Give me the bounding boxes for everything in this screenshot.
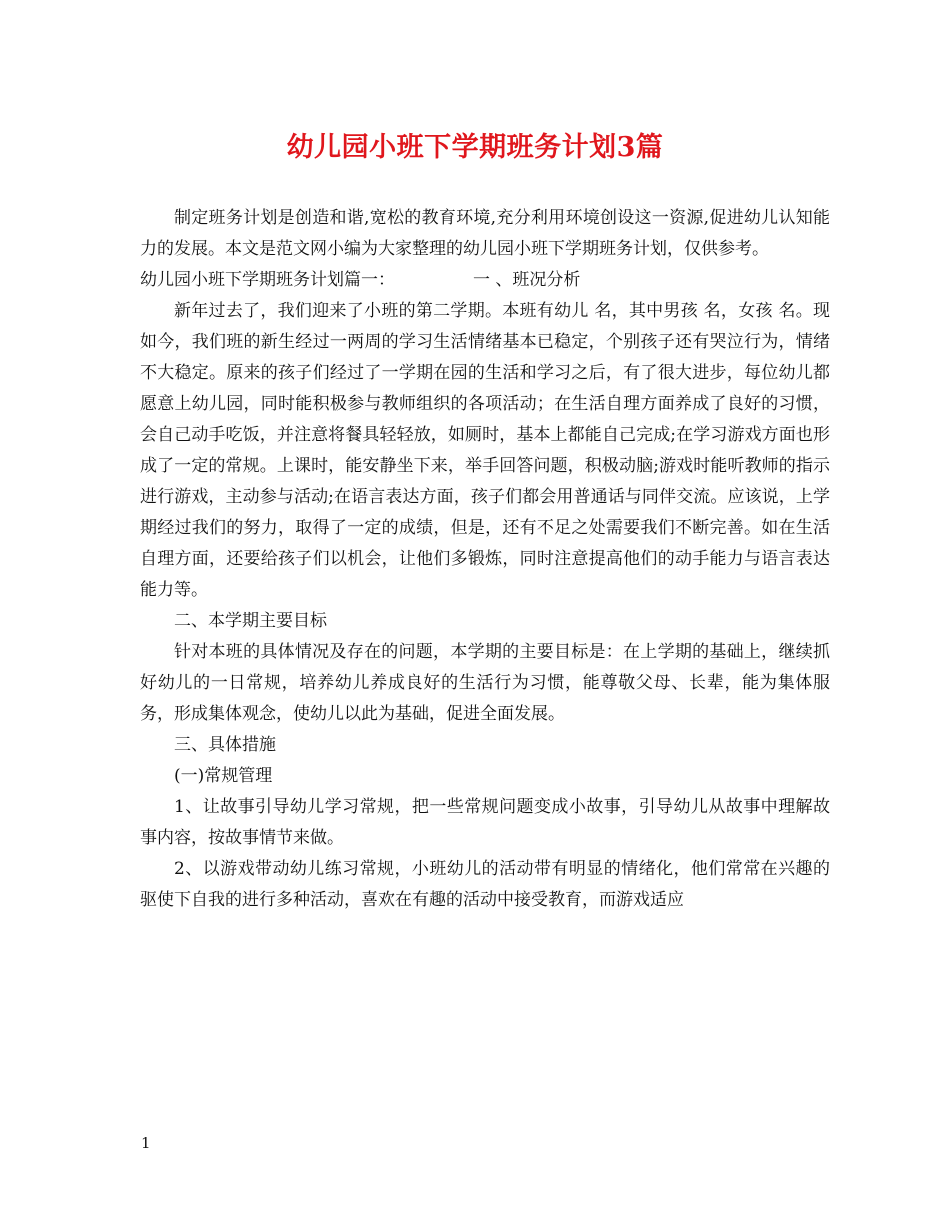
heading-routine: (一)常规管理 [174, 766, 273, 786]
measure-item-1: 1、让故事引导幼儿学习常规，把一些常规问题变成小故事，引导幼儿从故事中理解故事内容，按故事情节来做。 [140, 797, 830, 848]
section-heading-situation: 一 、班况分析 [473, 270, 581, 290]
section-part-label: 幼儿园小班下学期班务计划篇一： [140, 270, 395, 290]
situation-paragraph: 新年过去了，我们迎来了小班的第二学期。本班有幼儿 名，其中男孩 名，女孩 名。现如今，我们班的新生经过一两周的学习生活情绪基本已稳定，个别孩子还有哭泣行为，情绪不大稳定。原来的孩子们经过了一学期在园的生活和学习之后，有了很大进步，每位幼儿都愿意上幼儿园，同时能积极参与教师组织的各项活动；在生活自理方面养成了良好的习惯，会自己动手吃饭，并注意将餐具轻轻放，如厕时，基本上都能自己完成;在学习游戏方面也形成了一定的常规。上课时，能安静坐下来，举手回答问题，积极动脑;游戏时能听教师的指示进行游戏，主动参与活动;在语言表达方面，孩子们都会用普通话与同伴交流。应该说，上学期经过我们的努力，取得了一定的成绩，但是，还有不足之处需要我们不断完善。如在生活自理方面，还要给孩子们以机会，让他们多锻炼，同时注意提高他们的动手能力与语言表达能力等。 [140, 301, 830, 600]
heading-measures: 三、具体措施 [174, 735, 276, 755]
measure-item-2: 2、以游戏带动幼儿练习常规，小班幼儿的活动带有明显的情绪化，他们常常在兴趣的驱使下自我的进行多种活动，喜欢在有趣的活动中接受教育，而游戏适应 [140, 859, 830, 910]
section-header-line [140, 265, 830, 296]
document-title: 幼儿园小班下学期班务计划3篇 [286, 132, 664, 163]
document-body [140, 203, 830, 916]
heading-goals: 二、本学期主要目标 [174, 611, 327, 631]
goals-paragraph: 针对本班的具体情况及存在的问题，本学期的主要目标是：在上学期的基础上，继续抓好幼儿的一日常规，培养幼儿养成良好的生活行为习惯，能尊敬父母、长辈，能为集体服务，形成集体观念，使幼儿以此为基础，促进全面发展。 [140, 642, 830, 724]
intro-paragraph: 制定班务计划是创造和谐,宽松的教育环境,充分利用环境创设这一资源,促进幼儿认知能力的发展。本文是范文网小编为大家整理的幼儿园小班下学期班务计划，仅供参考。 [140, 208, 830, 259]
page-number: 1 [141, 1134, 151, 1152]
